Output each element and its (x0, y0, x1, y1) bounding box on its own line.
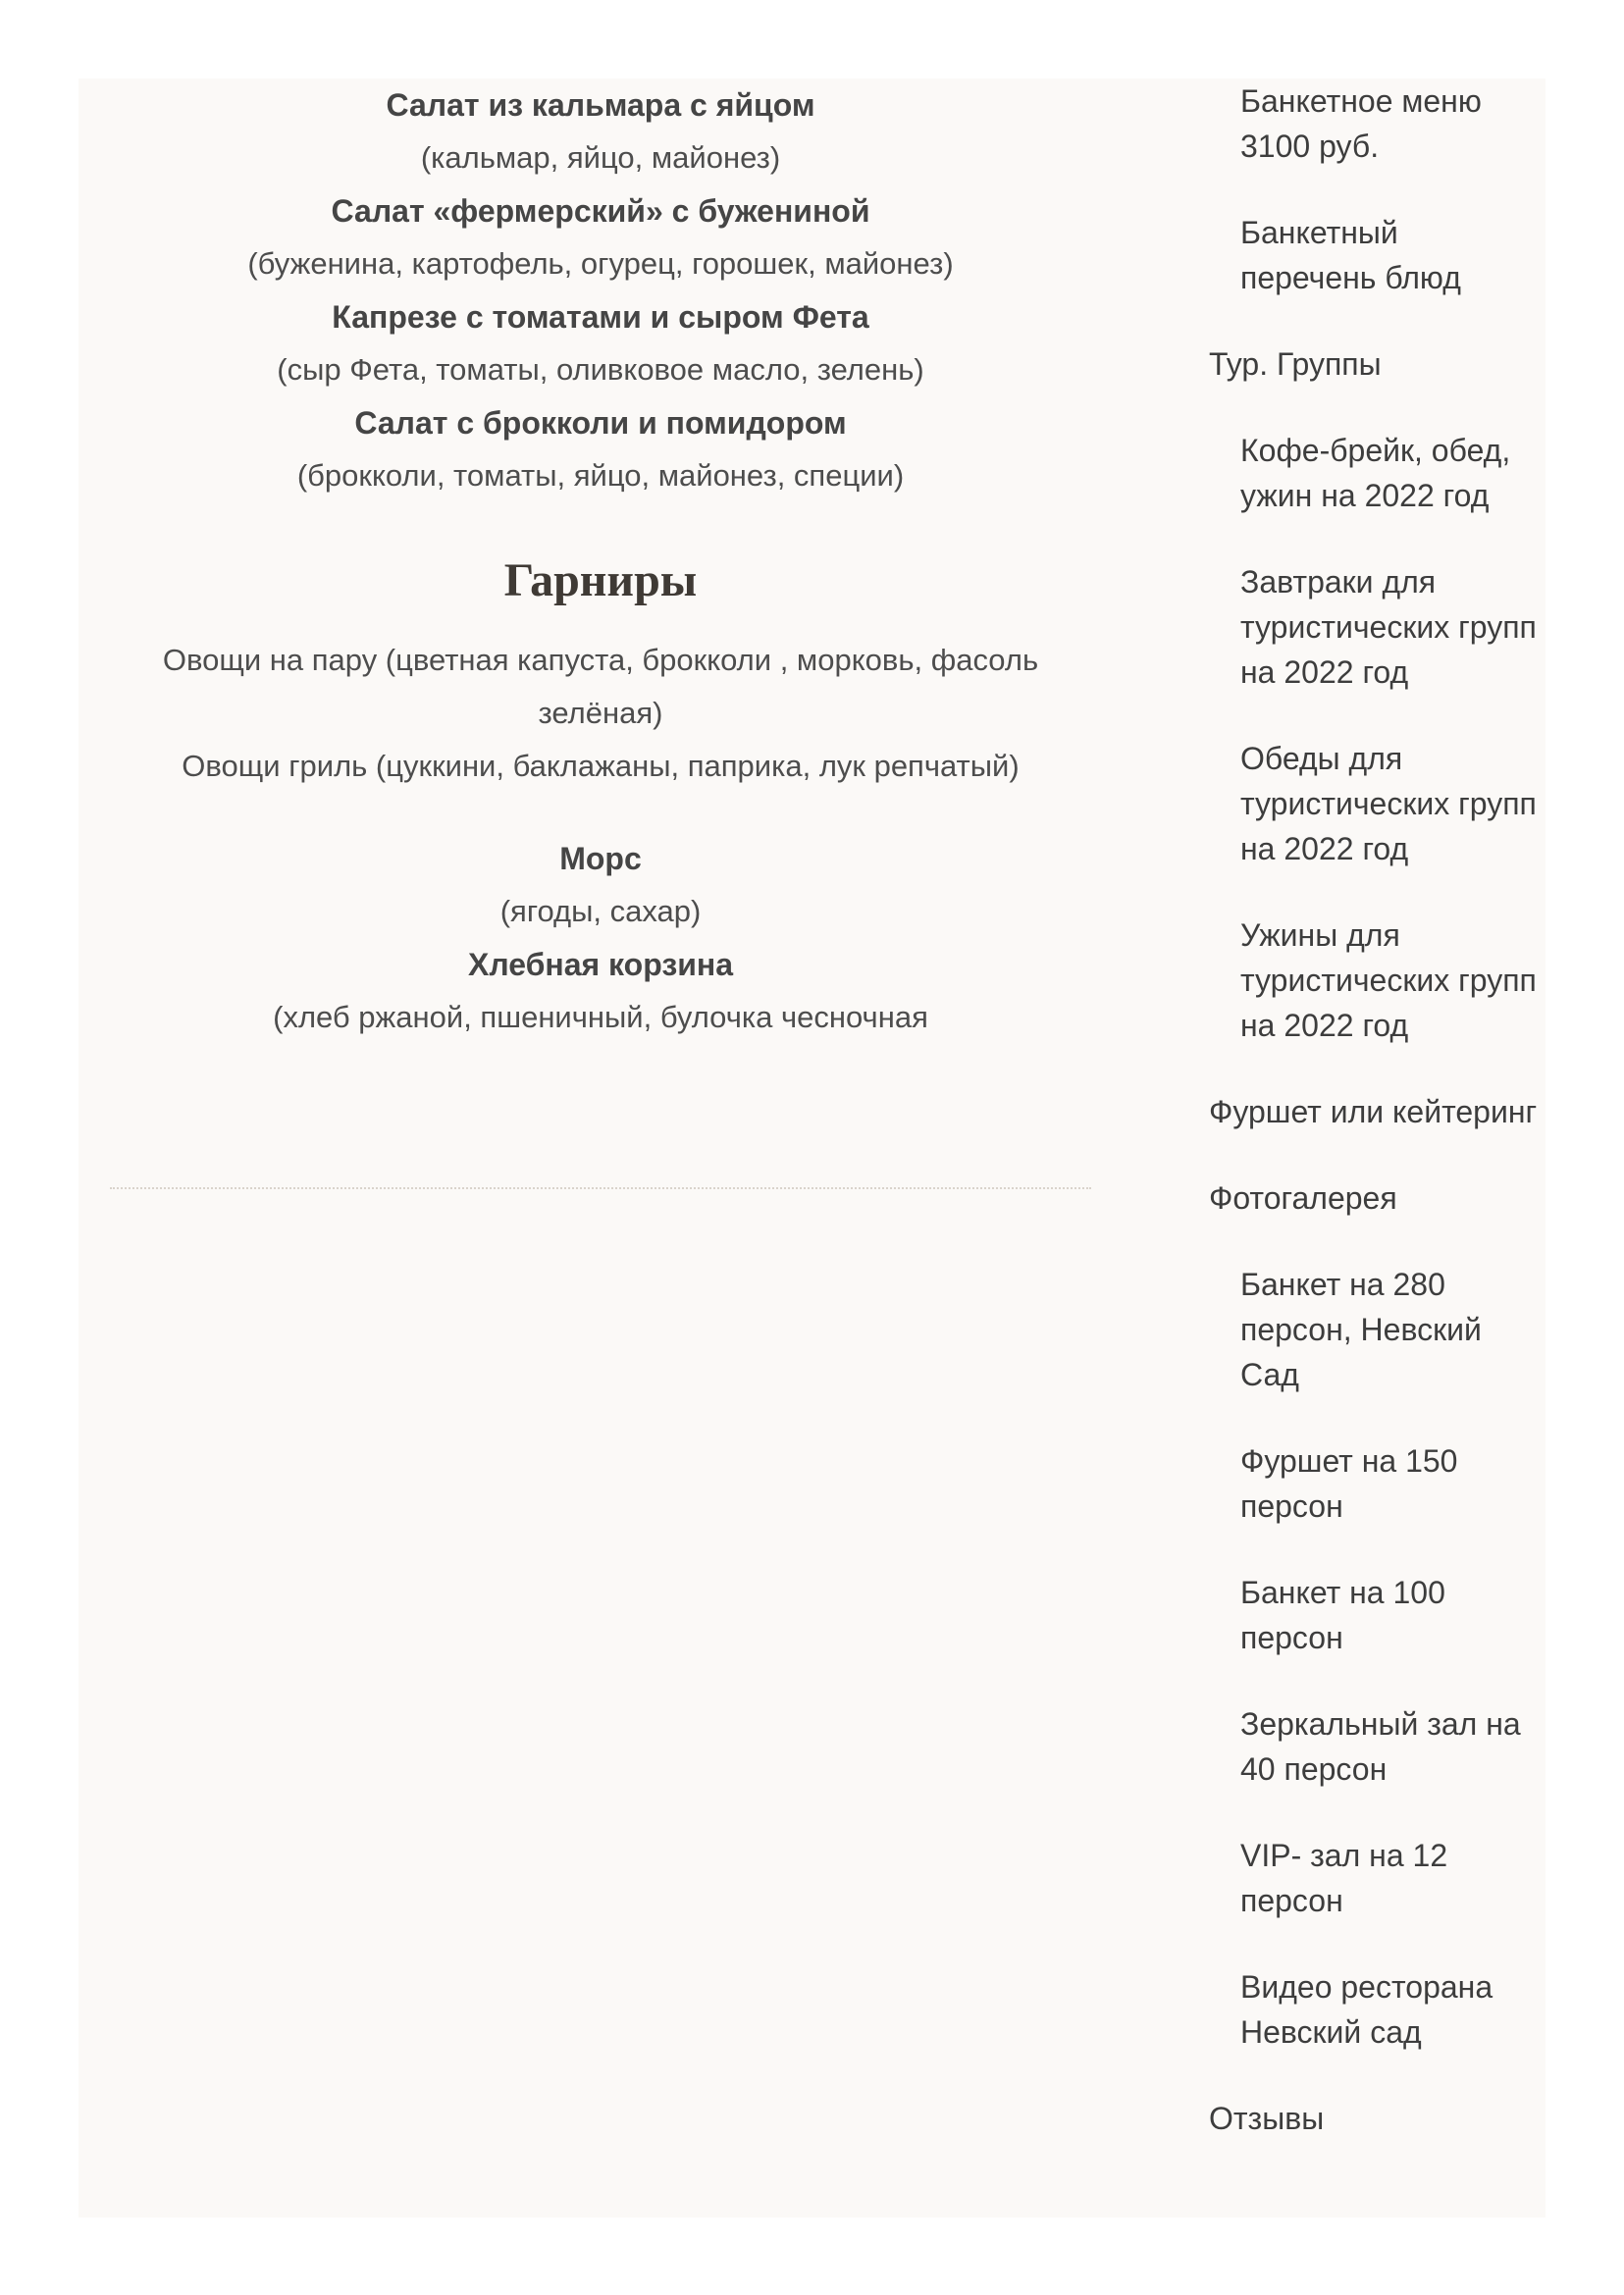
sidebar-item-label: Фотогалерея (1209, 1180, 1397, 1216)
dish-name: Салат «фермерский» с бужениной (331, 193, 870, 229)
dish-description: (ягоды, сахар) (499, 894, 702, 928)
sidebar-item[interactable] (1209, 2096, 1543, 2141)
menu-items-after (110, 832, 1091, 1044)
sidebar-item-label: Завтраки для туристических групп на 2022 год (1240, 564, 1537, 690)
sidebar-item[interactable] (1209, 1964, 1543, 2055)
dish-description: (брокколи, томаты, яйцо, майонез, специи) (296, 458, 905, 493)
sidebar-item[interactable] (1209, 1262, 1543, 1397)
content-divider (110, 1187, 1091, 1189)
garnish-line: Овощи гриль (цуккини, баклажаны, паприка, лук репчатый) (182, 749, 1020, 783)
sidebar-item[interactable] (1209, 559, 1543, 695)
sidebar-item[interactable] (1209, 1089, 1543, 1134)
sidebar-item[interactable] (1209, 913, 1543, 1048)
dish-name: Салат из кальмара с яйцом (386, 87, 815, 123)
sidebar-item[interactable] (1209, 1701, 1543, 1792)
dish-description: (сыр Фета, томаты, оливковое масло, зелень) (277, 352, 924, 387)
sidebar-item-label: Фуршет или кейтеринг (1209, 1094, 1538, 1129)
dish-description: (буженина, картофель, огурец, горошек, майонез) (247, 246, 954, 281)
sidebar-item-label: Зеркальный зал на 40 персон (1240, 1706, 1521, 1787)
sidebar-item[interactable] (1209, 210, 1543, 300)
menu-item (110, 832, 1091, 938)
sidebar-item-label: Банкетное меню 3100 руб. (1240, 83, 1482, 164)
sidebar-item[interactable] (1209, 78, 1543, 169)
menu-item (110, 290, 1091, 396)
dish-name: Хлебная корзина (467, 947, 734, 982)
sidebar-item[interactable] (1209, 736, 1543, 871)
sidebar-item-label: Фуршет на 150 персон (1240, 1443, 1458, 1524)
sidebar-nav (1209, 78, 1543, 2182)
sidebar-item[interactable] (1209, 1833, 1543, 1923)
menu-item (110, 396, 1091, 502)
sidebar-item[interactable] (1209, 1438, 1543, 1529)
sidebar-item-label: Видео ресторана Невский сад (1240, 1969, 1493, 2050)
sidebar-item-label: Тур. Группы (1209, 346, 1382, 382)
dish-description: (хлеб ржаной, пшеничный, булочка чесночная (273, 1000, 928, 1034)
sidebar-item-label: Кофе-брейк, обед, ужин на 2022 год (1240, 433, 1511, 513)
menu-item (110, 938, 1091, 1044)
menu-item (110, 184, 1091, 290)
sidebar-item-label: Банкет на 280 персон, Невский Сад (1240, 1267, 1482, 1392)
dish-name: Морс (559, 841, 642, 876)
menu-content (110, 78, 1091, 1044)
garnish-heading: Гарниры (503, 554, 698, 606)
sidebar-item[interactable] (1209, 1570, 1543, 1660)
dish-name: Салат с брокколи и помидором (354, 405, 847, 441)
dish-description: (кальмар, яйцо, майонез) (420, 140, 781, 175)
sidebar-item-label: VIP- зал на 12 персон (1240, 1838, 1448, 1918)
menu-item (110, 78, 1091, 184)
sidebar-item-label: Ужины для туристических групп на 2022 год (1240, 917, 1537, 1043)
sidebar-item-label: Отзывы (1209, 2101, 1325, 2136)
sidebar-item[interactable] (1209, 1175, 1543, 1221)
garnish-line: Овощи на пару (цветная капуста, брокколи , морковь, фасоль зелёная) (162, 643, 1039, 730)
sidebar-item[interactable] (1209, 341, 1543, 387)
page-container (79, 78, 1545, 2217)
sidebar-item[interactable] (1209, 428, 1543, 518)
sidebar-item-label: Обеды для туристических групп на 2022 год (1240, 741, 1537, 866)
sidebar-item-label: Банкет на 100 персон (1240, 1575, 1445, 1655)
sidebar-item-label: Банкетный перечень блюд (1240, 215, 1461, 295)
menu-items-before (110, 78, 1091, 502)
dish-name: Капрезе с томатами и сыром Фета (332, 299, 869, 335)
